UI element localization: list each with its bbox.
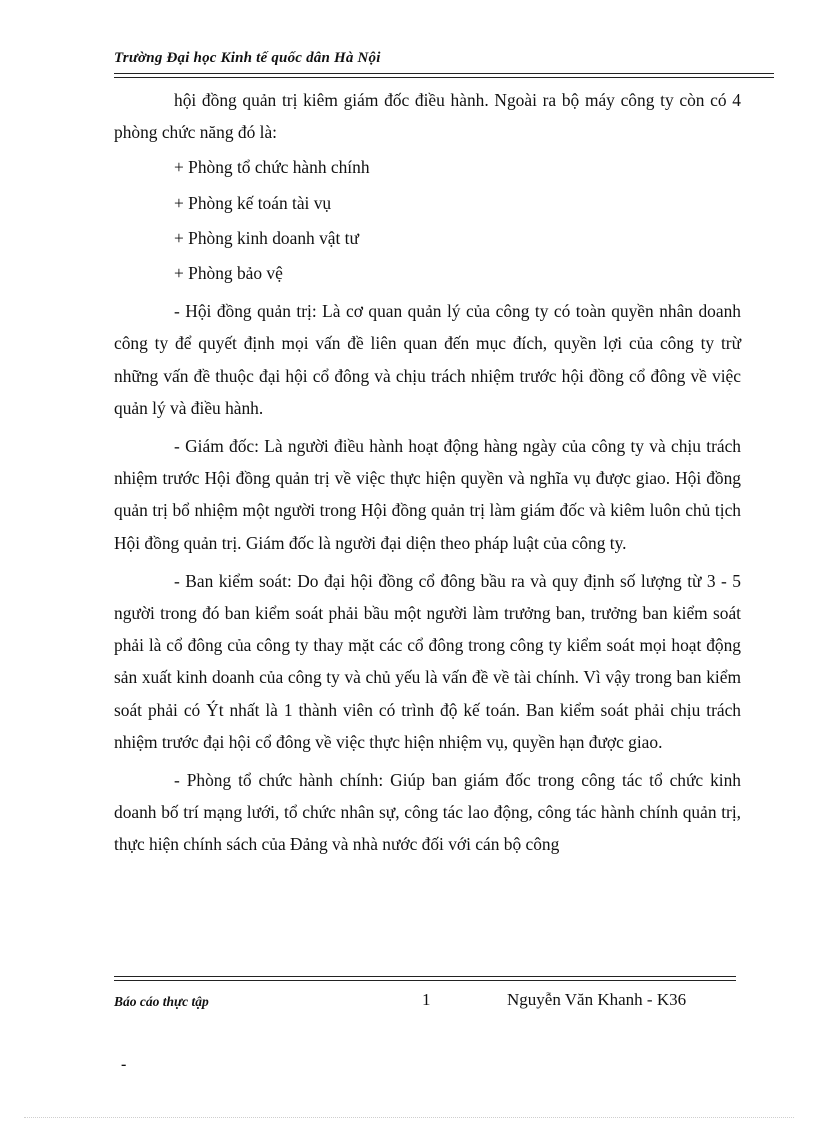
intro-paragraph: hội đồng quản trị kiêm giám đốc điều hành. Ngoài ra bộ máy công ty còn có 4 phòng chức năng đó là: [114,90,741,143]
footer-page-number: 1 [422,990,431,1009]
header-rule-top [114,73,774,74]
list-item: + Phòng kinh doanh vật tư [174,227,359,248]
footer-author: Nguyễn Văn Khanh - K36 [507,990,687,1009]
list-item: + Phòng bảo vệ [174,263,283,284]
paragraph-supervisory: - Ban kiểm soát: Do đại hội đồng cổ đông bầu ra và quy định số lượng từ 3 - 5 người trong đó ban kiểm soát phải bầu một người làm trưởng ban, trưởng ban kiểm soát phải là cổ đông của công ty thay mặt các cổ đông trong công ty kiểm soát mọi hoạt động sản xuất kinh doanh của công ty và chủ yếu là vấn đề về tài chính. Vì vậy trong ban kiểm soát phải có Ýt nhất là 1 thành viên có trình độ kế toán. Ban kiểm soát phải chịu trách nhiệm trước đại hội cổ đông về việc thực hiện nhiệm vụ, quyền hạn được giao. [114,570,741,752]
footer-rule-top [114,976,736,977]
footer-rule-bottom [114,980,736,981]
list-item: + Phòng kế toán tài vụ [174,192,332,213]
page-bottom-divider [24,1117,794,1118]
trailing-mark: - [121,1056,127,1073]
paragraph-admin-dept: - Phòng tổ chức hành chính: Giúp ban giám đốc trong công tác tổ chức kinh doanh bố trí mạng lưới, tổ chức nhân sự, công tác lao động, công tác hành chính quản trị, thực hiện chính sách của Đảng và nhà nước đối với cán bộ công [114,770,741,855]
footer-report-label: Báo cáo thực tập [114,994,209,1009]
header-rule-bottom [114,77,774,78]
header-title: Trường Đại học Kinh tế quốc dân Hà Nội [114,50,381,66]
body-text [114,84,741,861]
paragraph-director: - Giám đốc: Là người điều hành hoạt động hàng ngày của công ty và chịu trách nhiệm trước Hội đồng quản trị về việc thực hiện quyền và nghĩa vụ được giao. Hội đồng quản trị bổ nhiệm một người trong Hội đồng quản trị làm giám đốc và kiêm luôn chủ tịch Hội đồng quản trị. Giám đốc là người đại diện theo pháp luật của công ty. [114,436,741,553]
paragraph-board: - Hội đồng quản trị: Là cơ quan quản lý của công ty có toàn quyền nhân doanh công ty để quyết định mọi vấn đề liên quan đến mục đích, quyền lợi của công ty trừ những vấn đề thuộc đại hội cổ đông và chịu trách nhiệm trước hội đồng cổ đông về việc quản lý và điều hành. [114,301,741,418]
list-item: + Phòng tổ chức hành chính [174,157,370,178]
